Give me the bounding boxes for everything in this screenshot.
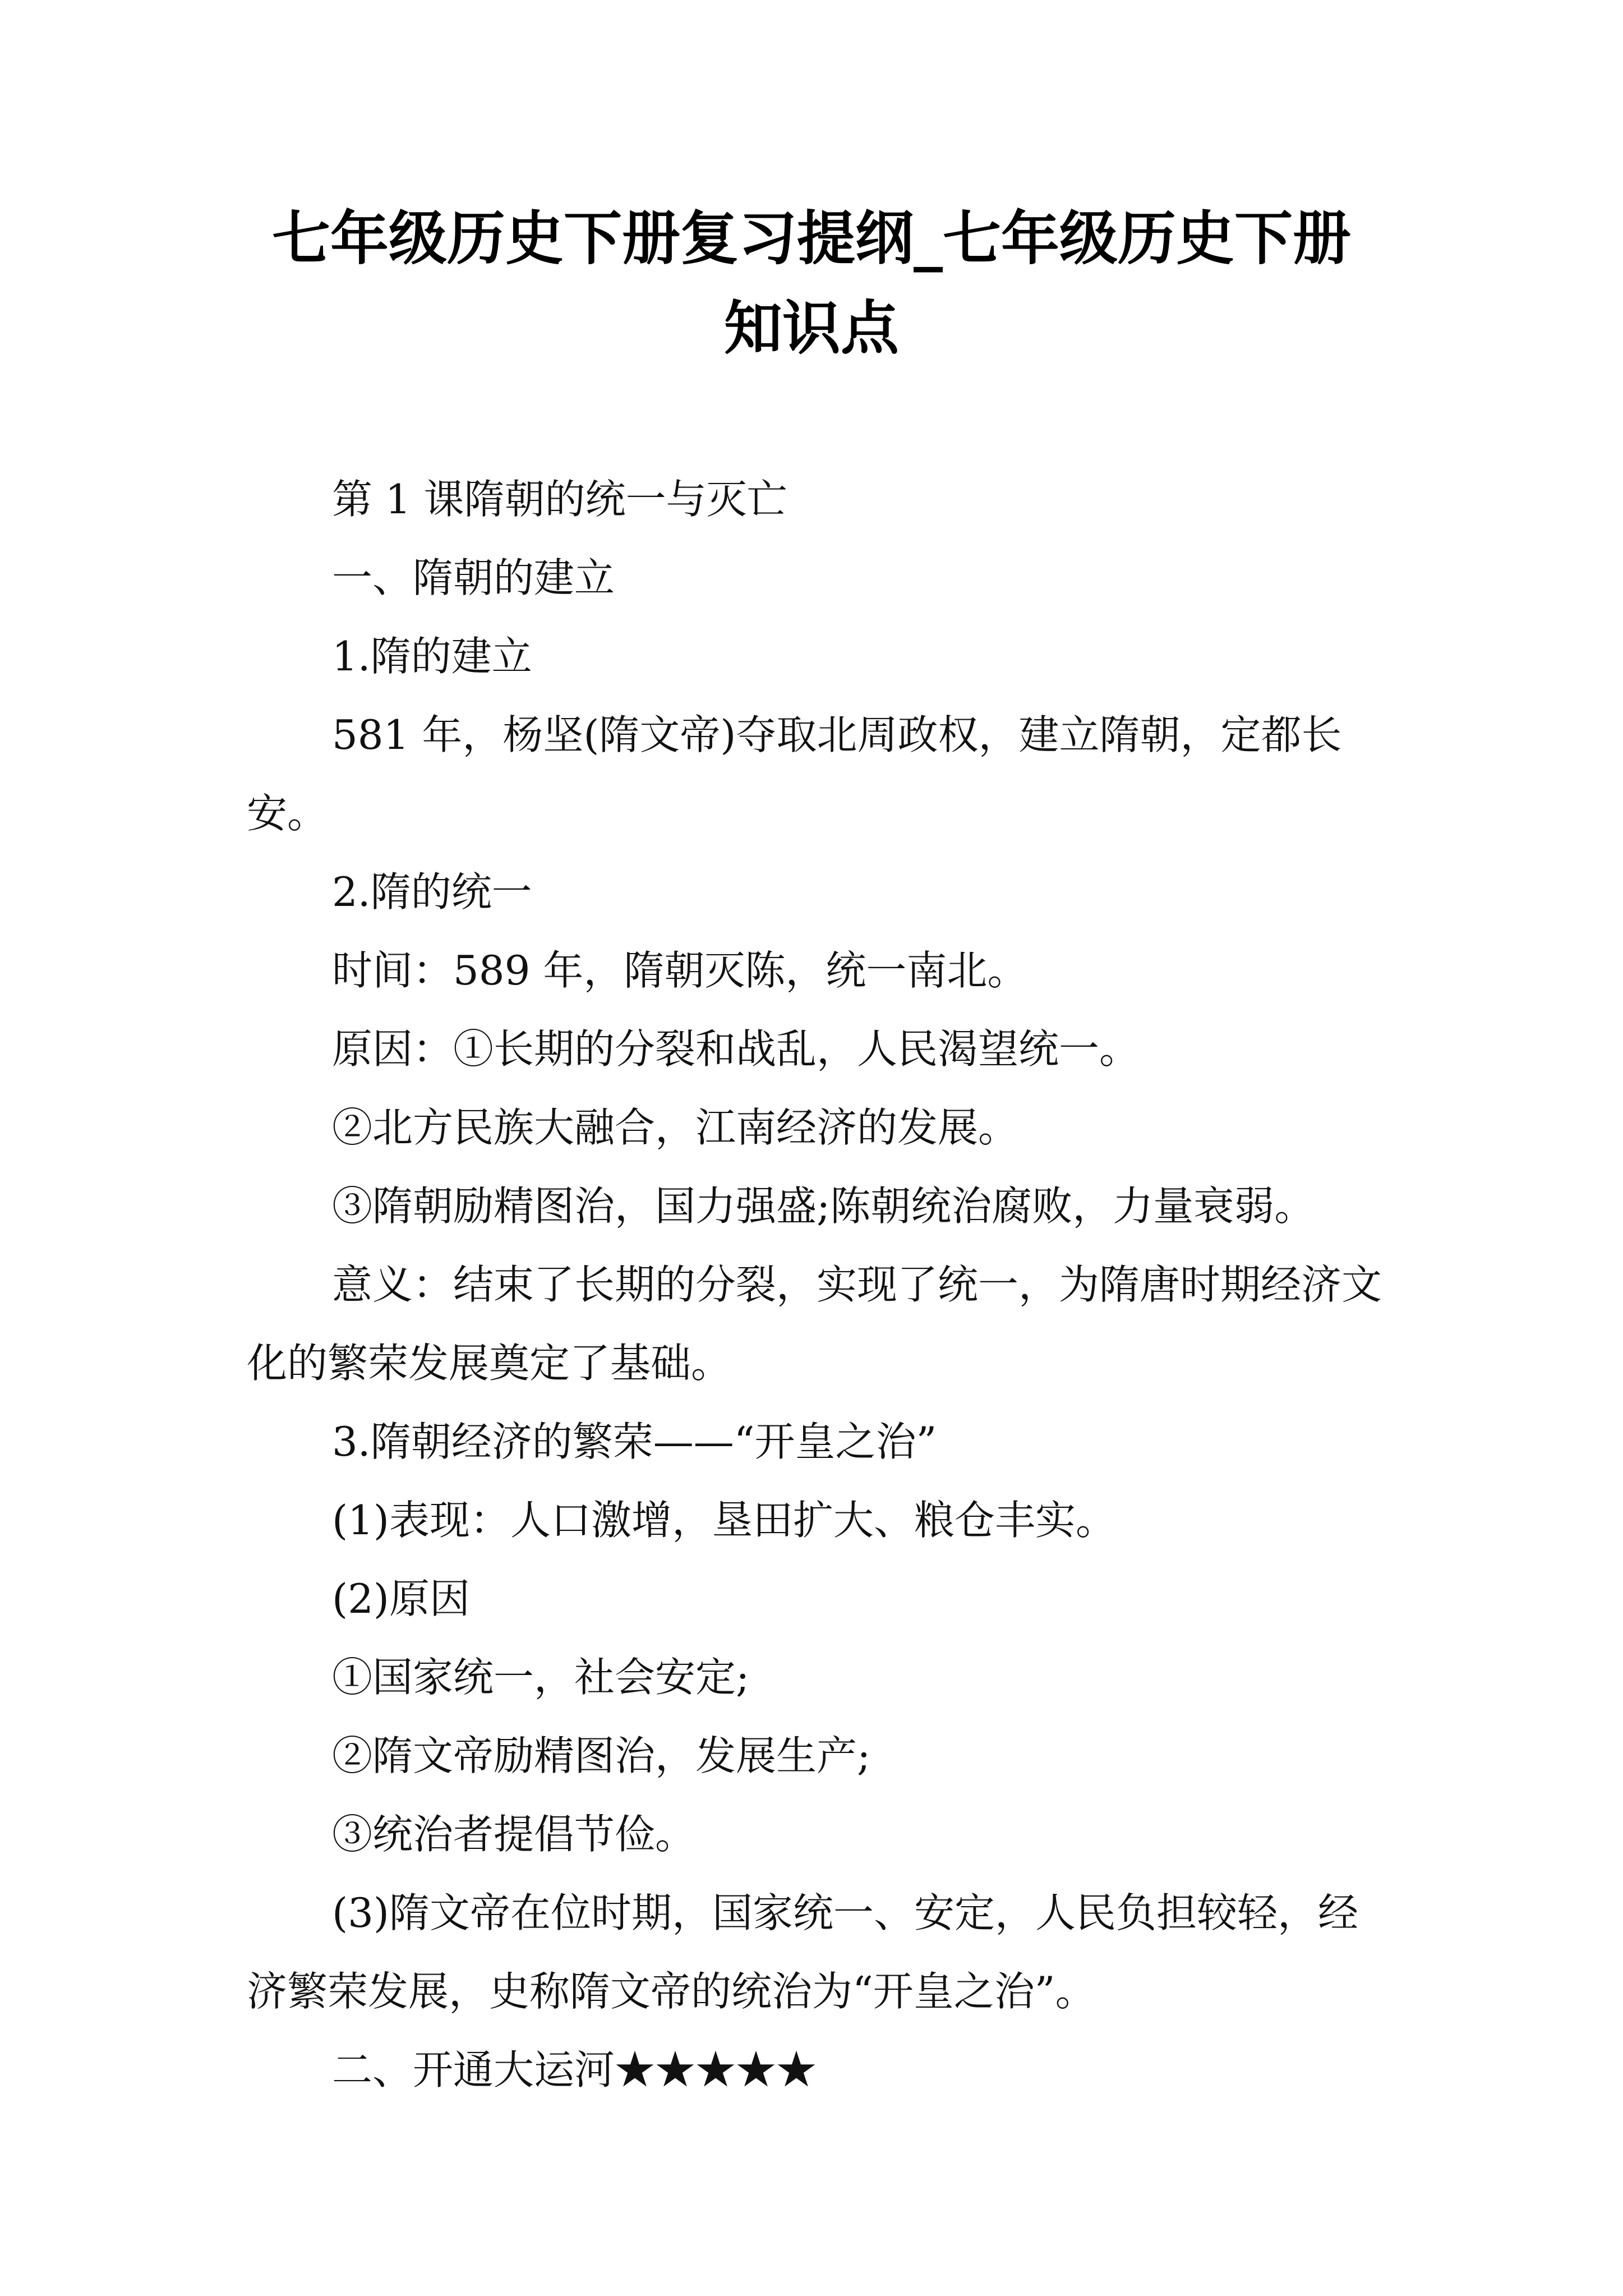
paragraph: 原因：①长期的分裂和战乱，人民渴望统一。 [332,1025,1140,1073]
paragraph: ②隋文帝励精图治，发展生产; [332,1732,871,1779]
paragraph: 2.隋的统一 [332,868,532,915]
paragraph: 二、开通大运河★★★★★ [332,2046,817,2093]
paragraph: 581 年，杨坚(隋文帝)夺取北周政权，建立隋朝，定都长安。 [247,711,1342,837]
paragraph: (1)表现：人口激增，垦田扩大、粮仓丰实。 [332,1497,1116,1544]
paragraph: 3.隋朝经济的繁荣——“开皇之治” [332,1418,937,1465]
paragraph: (3)隋文帝在位时期，国家统一、安定，人民负担较轻，经济繁荣发展，史称隋文帝的统治为“开皇之治”。 [247,1889,1358,2015]
paragraph: ③统治者提倡节俭。 [332,1811,696,1858]
paragraph: ②北方民族大融合，江南经济的发展。 [332,1104,1019,1151]
paragraph: 1.隋的建立 [332,633,532,680]
paragraph: 一、隋朝的建立 [332,554,615,601]
paragraph: 时间：589 年，隋朝灭陈，统一南北。 [332,947,1028,994]
document-title-line-1: 七年级历史下册复习提纲_七年级历史下册 [271,204,1351,273]
paragraph: 意义：结束了长期的分裂，实现了统一，为隋唐时期经济文化的繁荣发展奠定了基础。 [247,1261,1382,1387]
paragraph: ①国家统一，社会安定; [332,1654,750,1701]
document-title-line-2: 知识点 [723,293,899,362]
document-body [247,460,1391,2109]
paragraph: (2)原因 [332,1575,470,1622]
paragraph: ③隋朝励精图治，国力强盛;陈朝统治腐败，力量衰弱。 [332,1182,1315,1230]
paragraph: 第 1 课隋朝的统一与灭亡 [332,476,787,523]
